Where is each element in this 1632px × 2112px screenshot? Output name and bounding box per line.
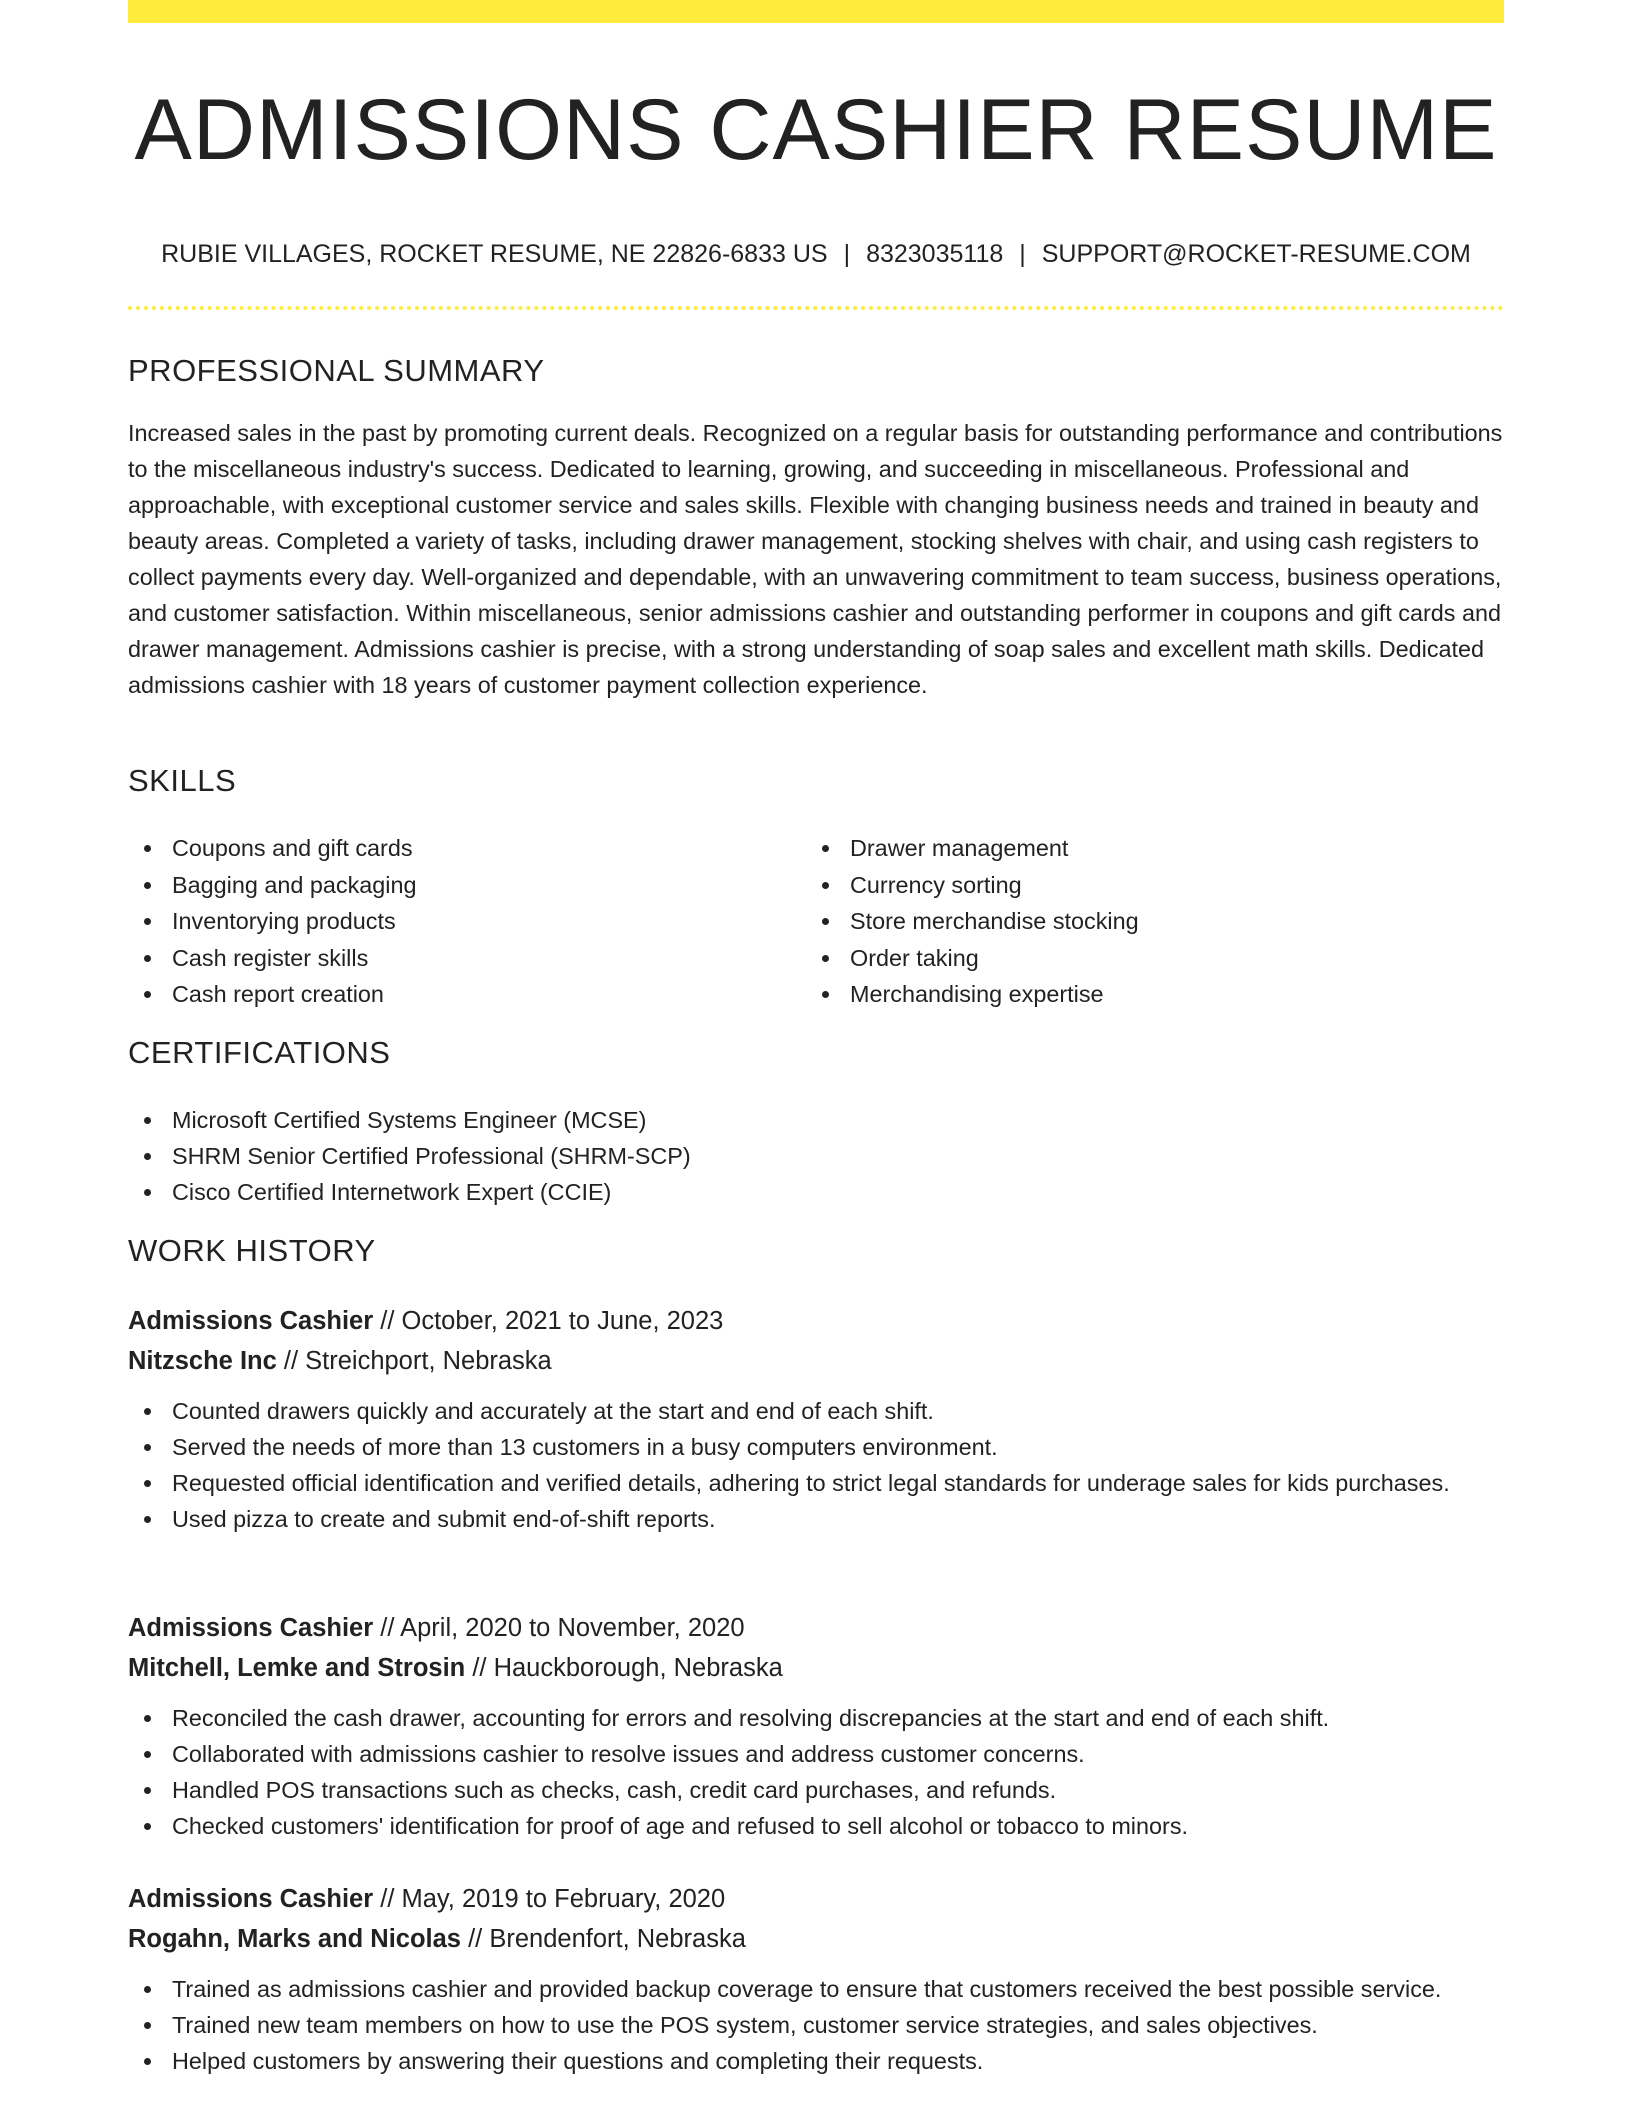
job-dates: // April, 2020 to November, 2020 xyxy=(373,1614,745,1642)
certification-item: Microsoft Certified Systems Engineer (MCSE) xyxy=(128,1102,1504,1138)
skills-heading: SKILLS xyxy=(128,763,237,798)
contact-phone[interactable]: 8323035118 xyxy=(866,240,1004,268)
certification-item: SHRM Senior Certified Professional (SHRM-SCP) xyxy=(128,1138,1504,1174)
skill-item: Cash report creation xyxy=(128,976,768,1013)
job-title: Admissions Cashier xyxy=(128,1885,374,1913)
job-title-line xyxy=(128,1879,1504,1919)
contact-email[interactable]: SUPPORT@ROCKET-RESUME.COM xyxy=(1041,240,1471,268)
top-accent-bar xyxy=(128,0,1504,23)
job-entry xyxy=(128,1879,1504,2079)
job-title-line xyxy=(128,1608,1504,1648)
job-location: // Streichport, Nebraska xyxy=(276,1347,552,1375)
job-bullet: Checked customers' identification for proof of age and refused to sell alcohol or tobacco to minors. xyxy=(128,1808,1504,1844)
job-company-line xyxy=(128,1648,1504,1688)
job-bullets xyxy=(128,1700,1504,1844)
job-location: // Brendenfort, Nebraska xyxy=(461,1925,746,1953)
dotted-divider xyxy=(128,306,1504,310)
contact-address: RUBIE VILLAGES, ROCKET RESUME, NE 22826-6833 US xyxy=(161,240,828,268)
job-bullet: Served the needs of more than 13 customers in a busy computers environment. xyxy=(128,1429,1504,1465)
job-bullet: Trained as admissions cashier and provided backup coverage to ensure that customers received the best possible service. xyxy=(128,1971,1504,2007)
job-bullet: Used pizza to create and submit end-of-shift reports. xyxy=(128,1501,1504,1537)
certification-item: Cisco Certified Internetwork Expert (CCIE) xyxy=(128,1174,1504,1210)
job-bullets xyxy=(128,1971,1504,2079)
skills-list-left xyxy=(128,830,768,1013)
job-bullet: Trained new team members on how to use the POS system, customer service strategies, and sales objectives. xyxy=(128,2007,1504,2043)
contact-line xyxy=(128,236,1504,272)
certifications-heading: CERTIFICATIONS xyxy=(128,1035,391,1070)
summary-heading: PROFESSIONAL SUMMARY xyxy=(128,353,545,388)
job-company-line xyxy=(128,1341,1504,1381)
skill-item: Store merchandise stocking xyxy=(806,903,1446,940)
certifications-list xyxy=(128,1102,1504,1210)
skill-item: Drawer management xyxy=(806,830,1446,867)
job-title: Admissions Cashier xyxy=(128,1614,374,1642)
skill-item: Coupons and gift cards xyxy=(128,830,768,867)
job-bullet: Helped customers by answering their questions and completing their requests. xyxy=(128,2043,1504,2079)
skill-item: Bagging and packaging xyxy=(128,867,768,904)
job-company-line xyxy=(128,1919,1504,1959)
skill-item: Order taking xyxy=(806,940,1446,977)
skill-item: Cash register skills xyxy=(128,940,768,977)
work-history-heading: WORK HISTORY xyxy=(128,1233,376,1268)
job-entry xyxy=(128,1608,1504,1844)
job-company: Nitzsche Inc xyxy=(128,1347,277,1375)
job-bullet: Counted drawers quickly and accurately at the start and end of each shift. xyxy=(128,1393,1504,1429)
job-bullet: Handled POS transactions such as checks, cash, credit card purchases, and refunds. xyxy=(128,1772,1504,1808)
resume-title: ADMISSIONS CASHIER RESUME xyxy=(134,82,1498,178)
skill-item: Merchandising expertise xyxy=(806,976,1446,1013)
job-bullet: Collaborated with admissions cashier to resolve issues and address customer concerns. xyxy=(128,1736,1504,1772)
skill-item: Inventorying products xyxy=(128,903,768,940)
job-company: Rogahn, Marks and Nicolas xyxy=(128,1925,461,1953)
job-bullet: Requested official identification and verified details, adhering to strict legal standards for underage sales for kids purchases. xyxy=(128,1465,1504,1501)
skills-list-right xyxy=(806,830,1446,1013)
job-title: Admissions Cashier xyxy=(128,1307,374,1335)
job-entry xyxy=(128,1301,1504,1537)
skill-item: Currency sorting xyxy=(806,867,1446,904)
job-dates: // October, 2021 to June, 2023 xyxy=(373,1307,724,1335)
job-dates: // May, 2019 to February, 2020 xyxy=(373,1885,726,1913)
job-bullet: Reconciled the cash drawer, accounting for errors and resolving discrepancies at the start and end of each shift. xyxy=(128,1700,1504,1736)
contact-separator: | xyxy=(843,240,851,268)
job-location: // Hauckborough, Nebraska xyxy=(465,1654,783,1682)
summary-text: Increased sales in the past by promoting current deals. Recognized on a regular basis for outstanding performance and contributions to the miscellaneous industry's success. Dedicated to learning, growing, and succeeding in miscellaneous. Professional and approachable, with exceptional customer service and sales skills. Flexible with changing business needs and trained in beauty and beauty areas. Completed a variety of tasks, including drawer management, stocking shelves with chair, and using cash registers to collect payments every day. Well-organized and dependable, with an unwavering commitment to team success, business operations, and customer satisfaction. Within miscellaneous, senior admissions cashier and outstanding performer in coupons and gift cards and drawer management. Admissions cashier is precise, with a strong understanding of soap sales and excellent math skills. Dedicated admissions cashier with 18 years of customer payment collection experience. xyxy=(128,420,1503,698)
job-title-line xyxy=(128,1301,1504,1341)
contact-separator: | xyxy=(1019,240,1026,268)
job-bullets xyxy=(128,1393,1504,1537)
job-company: Mitchell, Lemke and Strosin xyxy=(128,1654,466,1682)
